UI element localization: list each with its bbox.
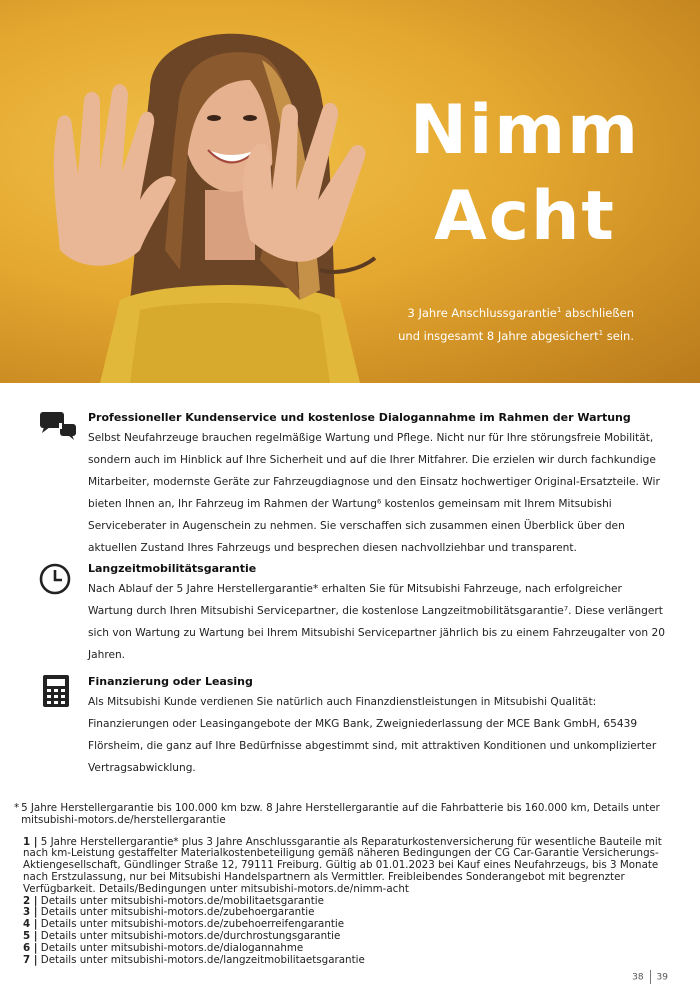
footnote-text: Details unter mitsubishi-motors.de/dialogannahme [40,941,304,954]
footnote-number: 7 | [23,953,38,966]
section-customer-service [88,408,668,559]
chat-bubbles-icon [38,410,78,442]
clock-icon [38,562,72,596]
section-long-term-mobility [88,559,668,666]
footnote-text: 5 Jahre Herstellergarantie* plus 3 Jahre Anschlussgarantie als Reparaturkostenversicherung für wesentliche Bauteile mit nach km-Leistung gestaffelter Materialkostenbeteiligung gemäß näheren Bedingungen der CG Car-Garantie Versicherungs-Aktiengesellschaft, Gündlinger Straße 12, 79111 Freiburg. Gültig ab 01.01.2023 bei Kauf eines Neufahrzeugs, bis 3 Monate nach Erstzulassung, nur bei Mitsubishi Handelspartnern als Vermittler. Freibleibendes Sonderangebot mit begrenzter Verfügbarkeit. Details/Bedingungen unter mitsubishi-motors.de/nimm-acht [23,835,662,895]
headline [390,88,660,260]
footnote-item [23,837,686,896]
calculator-icon [42,674,70,708]
page-number-right: 39 [656,972,668,983]
section-title: Finanzierung oder Leasing [88,675,253,688]
footnote-list [14,837,686,967]
section-title: Professioneller Kundenservice und kostenlose Dialogannahme im Rahmen der Wartung [88,411,631,424]
footnote-number: 4 | [23,918,38,931]
footnote-number: 5 | [23,929,38,942]
subtitle-line-2: und insgesamt 8 Jahre abgesichert [398,328,599,343]
footnote-text: Details unter mitsubishi-motors.de/langzeitmobilitaetsgarantie [40,953,365,966]
section-title: Langzeitmobilitätsgarantie [88,562,257,575]
footnote-star-mark: * [14,802,20,814]
section-body: Als Mitsubishi Kunde verdienen Sie natürlich auch Finanzdienstleistungen in Mitsubishi Qualität: Finanzierungen oder Leasingangebote der MKG Bank, Zweigniederlassung der MCE Bank GmbH, 65439 Flörsheim, die ganz auf Ihre Bedürfnisse abgestimmt sind, mit attraktiven Konditionen und unkomplizierter Vertragsabwicklung. [88,696,657,774]
footnote-number: 2 | [23,894,38,907]
page-separator [650,970,651,984]
footnote-text: Details unter mitsubishi-motors.de/durchrostungsgarantie [40,929,341,942]
subtitle-line-1: 3 Jahre Anschlussgarantie [407,305,557,320]
page-number-left: 38 [632,972,644,983]
footnote-text: Details unter mitsubishi-motors.de/mobilitaetsgarantie [40,894,324,907]
subtitle-sup-1: 1 [556,306,562,314]
footnote-star [14,803,686,827]
subtitle-sup-2: 1 [598,328,604,337]
page-numbers [632,970,668,984]
hero-banner [0,0,700,383]
footnote-number: 6 | [23,941,38,954]
footnote-number: 3 | [23,906,38,919]
footnotes [14,803,686,966]
subtitle-line-1-end: abschließen [561,305,634,320]
subtitle-line-2-end: sein. [603,328,634,343]
hero-subtitle [364,300,634,346]
section-body: Nach Ablauf der 5 Jahre Herstellergarantie* erhalten Sie für Mitsubishi Fahrzeuge, nach erfolgreicher Wartung durch Ihren Mitsubishi Servicepartner, die kostenlose Langzeitmobilitätsgarantie⁷. Diese verlängert sich von Wartung zu Wartung bei Ihrem Mitsubishi Servicepartner jährlich bis zu einem Fahrzeugalter von 20 Jahren. [88,583,665,661]
footnote-text: Details unter mitsubishi-motors.de/zubehoerreifengarantie [40,918,345,931]
headline-line-2: Acht [434,177,616,256]
footnote-number: 1 | [23,835,38,848]
footnote-item [23,955,686,967]
headline-line-1: Nimm [410,91,640,170]
footnote-text: Details unter mitsubishi-motors.de/zubehoergarantie [40,906,315,919]
footnote-star-text: 5 Jahre Herstellergarantie bis 100.000 km bzw. 8 Jahre Herstellergarantie auf die Fahrbatterie bis 160.000 km, Details unter mitsubishi-motors.de/herstellergarantie [21,802,660,826]
section-financing [88,672,668,779]
section-body: Selbst Neufahrzeuge brauchen regelmäßige Wartung und Pflege. Nicht nur für Ihre störungsfreie Mobilität, sondern auch im Hinblick auf Ihre Sicherheit und auf die Ihrer Mitfahrer. Die erzielen wir durch fachkundige Mitarbeiter, modernste Geräte zur Fahrzeugdiagnose und den Einsatz hochwertiger Original-Ersatzteile. Wir bieten Ihnen an, Ihr Fahrzeug im Rahmen der Wartung⁶ kostenlos gemeinsam mit Ihrem Mitsubishi Serviceberater in Augenschein zu nehmen. Sie verschaffen sich zusammen einen Überblick über den aktuellen Zustand Ihres Fahrzeugs und besprechen diesen nachvollziehbar und transparent. [88,432,660,554]
